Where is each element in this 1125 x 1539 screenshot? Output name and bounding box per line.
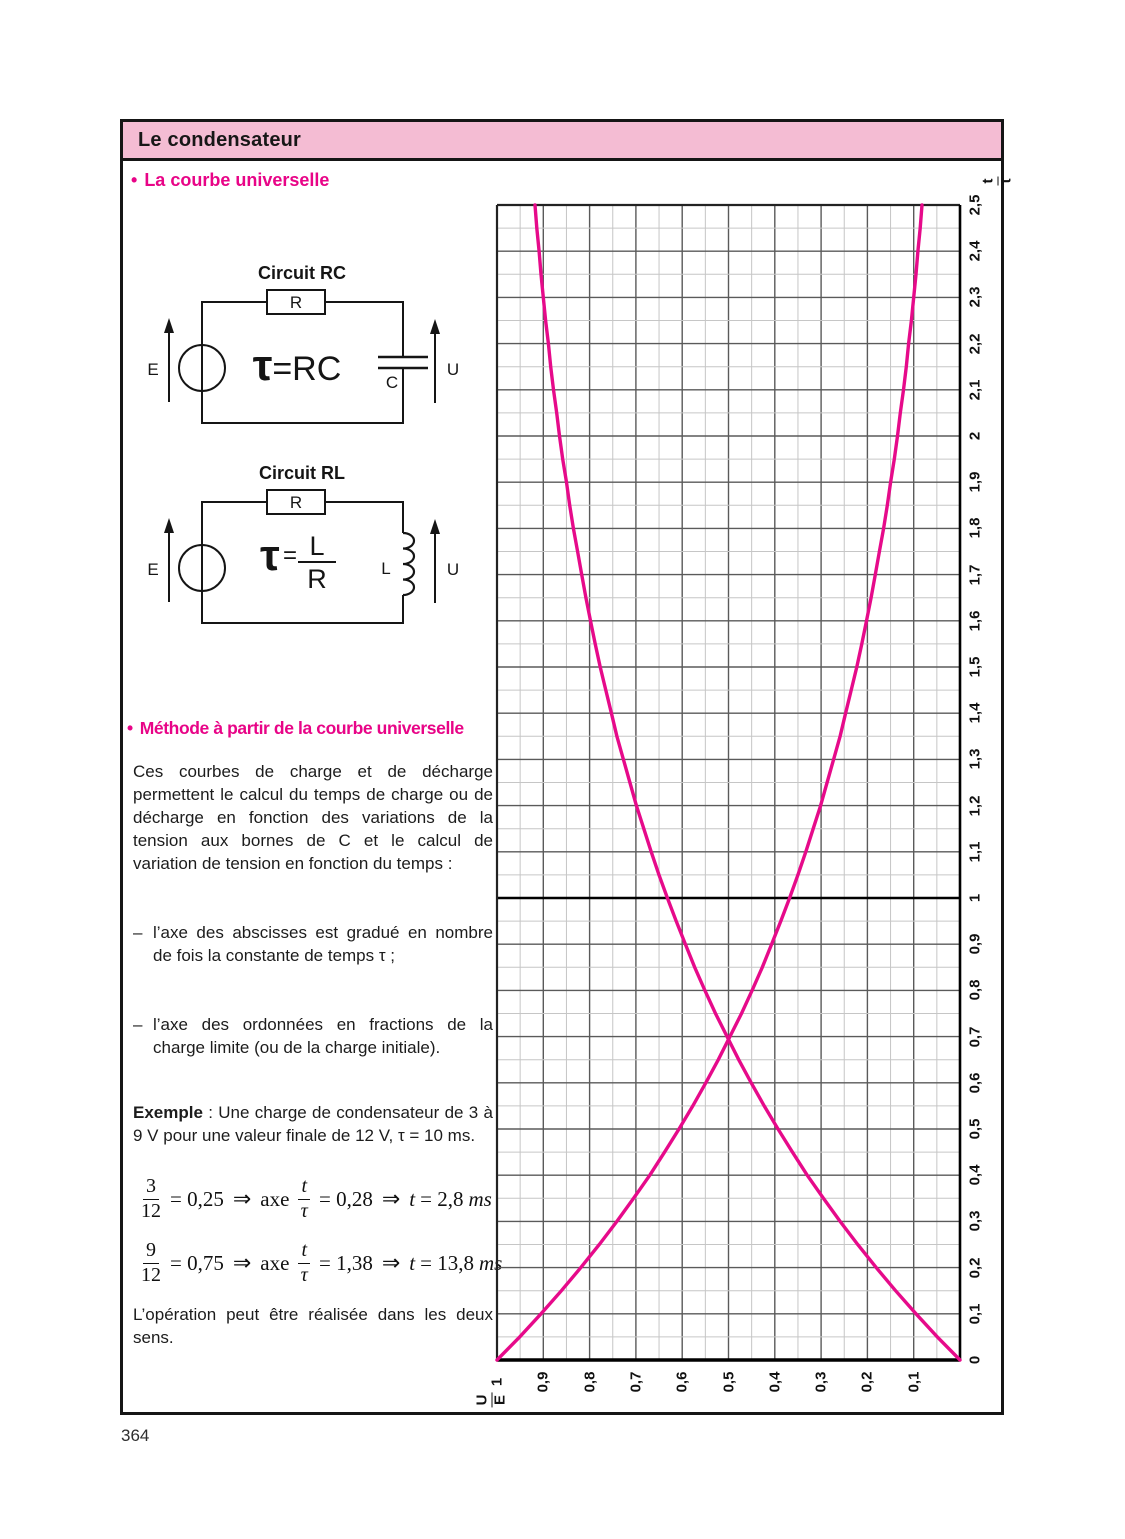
resistor-label: R <box>289 293 303 312</box>
circuit-rl-title: Circuit RL <box>258 463 346 483</box>
axis-fraction: $\frac{t}{\tau}$ <box>298 1176 310 1222</box>
tick-label: 0,6 <box>966 1072 984 1094</box>
closing-paragraph: L’opération peut être réalisée dans les deux sens. <box>133 1305 493 1347</box>
tick-label: 0,5 <box>720 1371 737 1393</box>
capacitor-icon <box>378 357 428 368</box>
tick-label: 0,5 <box>966 1118 984 1140</box>
tick-label: 2,4 <box>966 240 984 262</box>
tick-label: 1,8 <box>966 517 984 539</box>
page-header <box>120 119 1004 161</box>
result: t = 2,8 ms <box>409 1186 492 1211</box>
tick-label: 1,4 <box>966 702 984 724</box>
tick-label: 0,6 <box>673 1371 691 1393</box>
dash-icon: – <box>133 1015 143 1034</box>
tick-label: 0,8 <box>581 1371 599 1393</box>
bullet-icon: • <box>131 170 138 190</box>
tau-symbol: τ <box>260 531 280 580</box>
ratio-value: = 0,25 <box>170 1186 224 1211</box>
tick-label: 0,4 <box>766 1371 784 1393</box>
section-title-text: La courbe universelle <box>144 170 330 190</box>
equation-2 <box>141 1240 502 1286</box>
source-voltage-label: E <box>147 360 159 379</box>
tau-formula: τ=RC <box>252 341 342 390</box>
output-voltage-label: U <box>446 360 460 379</box>
output-voltage-label: U <box>446 560 460 579</box>
section-title-universal-curve <box>131 170 329 191</box>
tick-label: 1 <box>966 893 984 903</box>
tick-label: 0,7 <box>966 1026 984 1048</box>
ratio-value: = 0,75 <box>170 1250 224 1275</box>
bullet-item-abscisses: – l’axe des abscisses est gradué en nombre de fois la constante de temps τ ; <box>133 923 493 965</box>
bullet-icon: • <box>127 718 133 738</box>
equation-1 <box>141 1176 492 1222</box>
circuit-rc-title: Circuit RC <box>257 263 347 283</box>
tick-label: 2,1 <box>966 379 984 401</box>
x-axis-label: U E <box>473 1394 508 1406</box>
tick-label: 2,2 <box>966 333 984 355</box>
result: t = 13,8 ms <box>409 1250 503 1275</box>
axis-value: = 0,28 <box>319 1186 373 1211</box>
rl-circuit-diagram <box>140 455 470 640</box>
source-voltage-label: E <box>147 560 159 579</box>
axis-fraction: $\frac{t}{\tau}$ <box>298 1240 310 1286</box>
tau-fraction-numerator: L <box>309 531 325 561</box>
tick-label: 0,7 <box>627 1371 645 1393</box>
tick-label: 1 <box>488 1377 506 1387</box>
tick-label: 1,9 <box>966 471 984 493</box>
arrowhead <box>430 319 440 334</box>
tick-label: 0,3 <box>812 1371 830 1393</box>
axis-value: = 1,38 <box>319 1250 373 1275</box>
y-axis-label: t τ <box>979 177 1014 185</box>
equals-sign: = <box>282 542 298 569</box>
inductor-label: L <box>381 559 391 578</box>
implies-icon: ⇒ <box>232 1250 252 1276</box>
tick-label: 0,1 <box>905 1371 923 1393</box>
dash-icon: – <box>133 923 143 942</box>
section-title-method <box>127 718 464 739</box>
tick-label: 1,5 <box>966 656 984 678</box>
tick-label: 0,4 <box>966 1164 984 1186</box>
implies-icon: ⇒ <box>381 1250 401 1276</box>
resistor-label: R <box>289 493 303 512</box>
capacitor-label: C <box>385 373 399 392</box>
tick-label: 0,2 <box>858 1371 876 1393</box>
section-title-text: Méthode à partir de la courbe universelle <box>139 718 464 738</box>
bullet-item-ordonnees: – l’axe des ordonnées en fractions de la charge limite (ou de la charge initiale). <box>133 1015 493 1057</box>
tau-fraction-denominator: R <box>307 564 327 594</box>
arrowhead <box>164 318 174 333</box>
tick-label: 0,1 <box>966 1303 984 1325</box>
tick-label: 0,2 <box>966 1257 984 1279</box>
page-title: Le condensateur <box>138 128 302 151</box>
axe-word: axe <box>260 1186 290 1211</box>
inductor-icon <box>403 533 414 595</box>
tick-label: 1,6 <box>966 610 984 632</box>
arrowhead <box>164 518 174 533</box>
rc-circuit-diagram <box>140 255 470 440</box>
tick-label: 0,9 <box>534 1371 552 1393</box>
page-number: 364 <box>121 1426 150 1445</box>
tick-label: 2 <box>966 431 984 441</box>
intro-paragraph: Ces courbes de charge et de décharge permettent le calcul du temps de charge ou de décharge en fonction des variations de la tension aux bornes de C et le calcul de variation de tension en fonction du temps : <box>133 762 493 873</box>
tick-label: 1,2 <box>966 795 984 817</box>
tick-label: 0,8 <box>966 979 984 1001</box>
tick-label: 0,9 <box>966 933 984 955</box>
tick-label: 1,1 <box>966 841 984 863</box>
tick-label: 2,3 <box>966 286 984 308</box>
example-paragraph: Exemple : Une charge de condensateur de 3 à 9 V pour une valeur finale de 12 V, τ = 10 ms. <box>133 1103 493 1145</box>
ratio-fraction: $\frac{3}{12}$ <box>141 1175 161 1222</box>
axe-word: axe <box>260 1250 290 1275</box>
implies-icon: ⇒ <box>232 1186 252 1212</box>
tick-label: 1,7 <box>966 564 984 586</box>
tick-label: 2,5 <box>966 194 984 216</box>
ratio-fraction: $\frac{9}{12}$ <box>141 1239 161 1286</box>
example-label: Exemple <box>133 1103 203 1122</box>
tick-label: 0,3 <box>966 1210 984 1232</box>
tick-label: 0 <box>966 1355 984 1365</box>
implies-icon: ⇒ <box>381 1186 401 1212</box>
tick-label: 1,3 <box>966 748 984 770</box>
arrowhead <box>430 519 440 534</box>
